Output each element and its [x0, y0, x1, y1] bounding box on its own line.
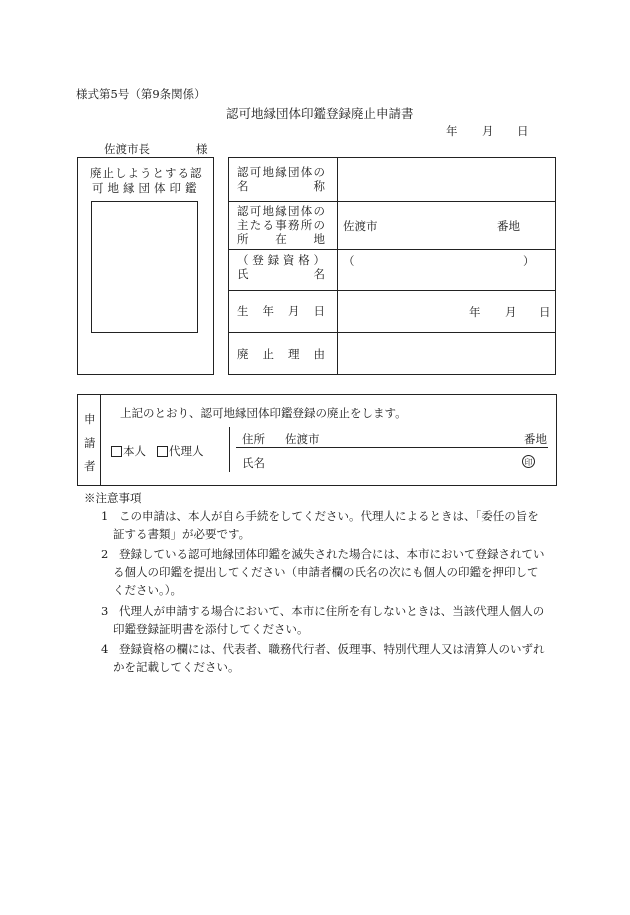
date-day-label: 日 [517, 124, 529, 138]
birthdate-label: 生 年 月 日 [237, 304, 325, 318]
addressee-name: 佐渡市長 [104, 142, 150, 156]
applicant-address-banchi: 番地 [524, 432, 547, 446]
note-item-3: 3 代理人が申請する場合において、本市に住所を有しないときは、当該代理人個人の [101, 604, 545, 618]
abolition-reason-label: 廃 止 理 由 [237, 347, 325, 361]
org-name-label: 認 可 地 縁 団 体 の 名 称 [237, 165, 325, 193]
seal-panel-label-1: 廃止しようとする認 [90, 166, 203, 180]
applicant-statement: 上記のとおり、認可地縁団体印鑑登録の廃止をします。 [120, 406, 407, 420]
seal-panel-label-2: 可地縁団体印鑑 [92, 181, 201, 195]
note-item-2: 2 登録している認可地縁団体印鑑を滅失された場合には、本市において登録されてい [101, 547, 545, 561]
office-city: 佐渡市 [343, 219, 378, 233]
seal-impression-area[interactable] [91, 201, 198, 333]
form-number: 様式第5号（第9条関係） [76, 87, 206, 101]
qualification-paren-open: （ [343, 254, 355, 268]
checkbox-self-icon[interactable] [111, 446, 122, 457]
qualification-paren-close: ） [523, 254, 535, 268]
checkbox-agent-icon[interactable] [157, 446, 168, 457]
birth-month-label: 月 [505, 305, 517, 319]
birth-year-label: 年 [469, 305, 481, 319]
applicant-section [77, 394, 557, 486]
birth-day-label: 日 [539, 305, 551, 319]
applicant-side-label-2: 請 [84, 436, 96, 450]
applicant-side-label-3: 者 [84, 459, 96, 473]
applicant-name-label: 氏名 [242, 456, 265, 470]
date-year-label: 年 [446, 124, 458, 138]
office-banchi: 番地 [497, 219, 520, 233]
qualification-name-label: （ 登 録 資 格 ） 氏 名 [237, 253, 325, 281]
seal-stamp-mark: 印 [522, 455, 535, 468]
note-item-4: 4 登録資格の欄には、代表者、職務代行者、仮理事、特別代理人又は清算人のいずれ [101, 642, 545, 656]
addressee-honorific: 様 [196, 142, 208, 156]
applicant-side-label-1: 申 [84, 412, 96, 426]
date-month-label: 月 [482, 124, 494, 138]
option-self[interactable]: 本人 [111, 443, 146, 459]
note-item-1-cont: 証する書類」が必要です。 [113, 527, 251, 541]
seal-panel [77, 157, 214, 375]
note-item-1: 1 この申請は、本人が自ら手続をしてください。代理人によるときは、「委任の旨を [101, 509, 539, 523]
note-item-3-cont: 印鑑登録証明書を添付してください。 [113, 622, 309, 636]
page-title: 認可地縁団体印鑑登録廃止申請書 [226, 106, 414, 121]
notes-heading: ※注意事項 [84, 491, 142, 505]
organization-info-table [228, 157, 556, 375]
option-agent[interactable]: 代理人 [157, 443, 204, 459]
applicant-address-label: 住所 [242, 432, 265, 446]
abolition-reason-field[interactable] [338, 333, 555, 374]
note-item-2-cont-1: る個人の印鑑を提出してください（申請者欄の氏名の次にも個人の印鑑を押印して [113, 565, 539, 579]
org-name-field[interactable] [338, 158, 555, 201]
office-address-label: 認 可 地 縁 団 体 の 主 た る 事 務 所 の 所 在 地 [237, 204, 325, 246]
note-item-2-cont-2: ください。）。 [113, 583, 182, 597]
note-item-4-cont: かを記載してください。 [113, 660, 240, 674]
applicant-address-city: 佐渡市 [285, 432, 320, 446]
